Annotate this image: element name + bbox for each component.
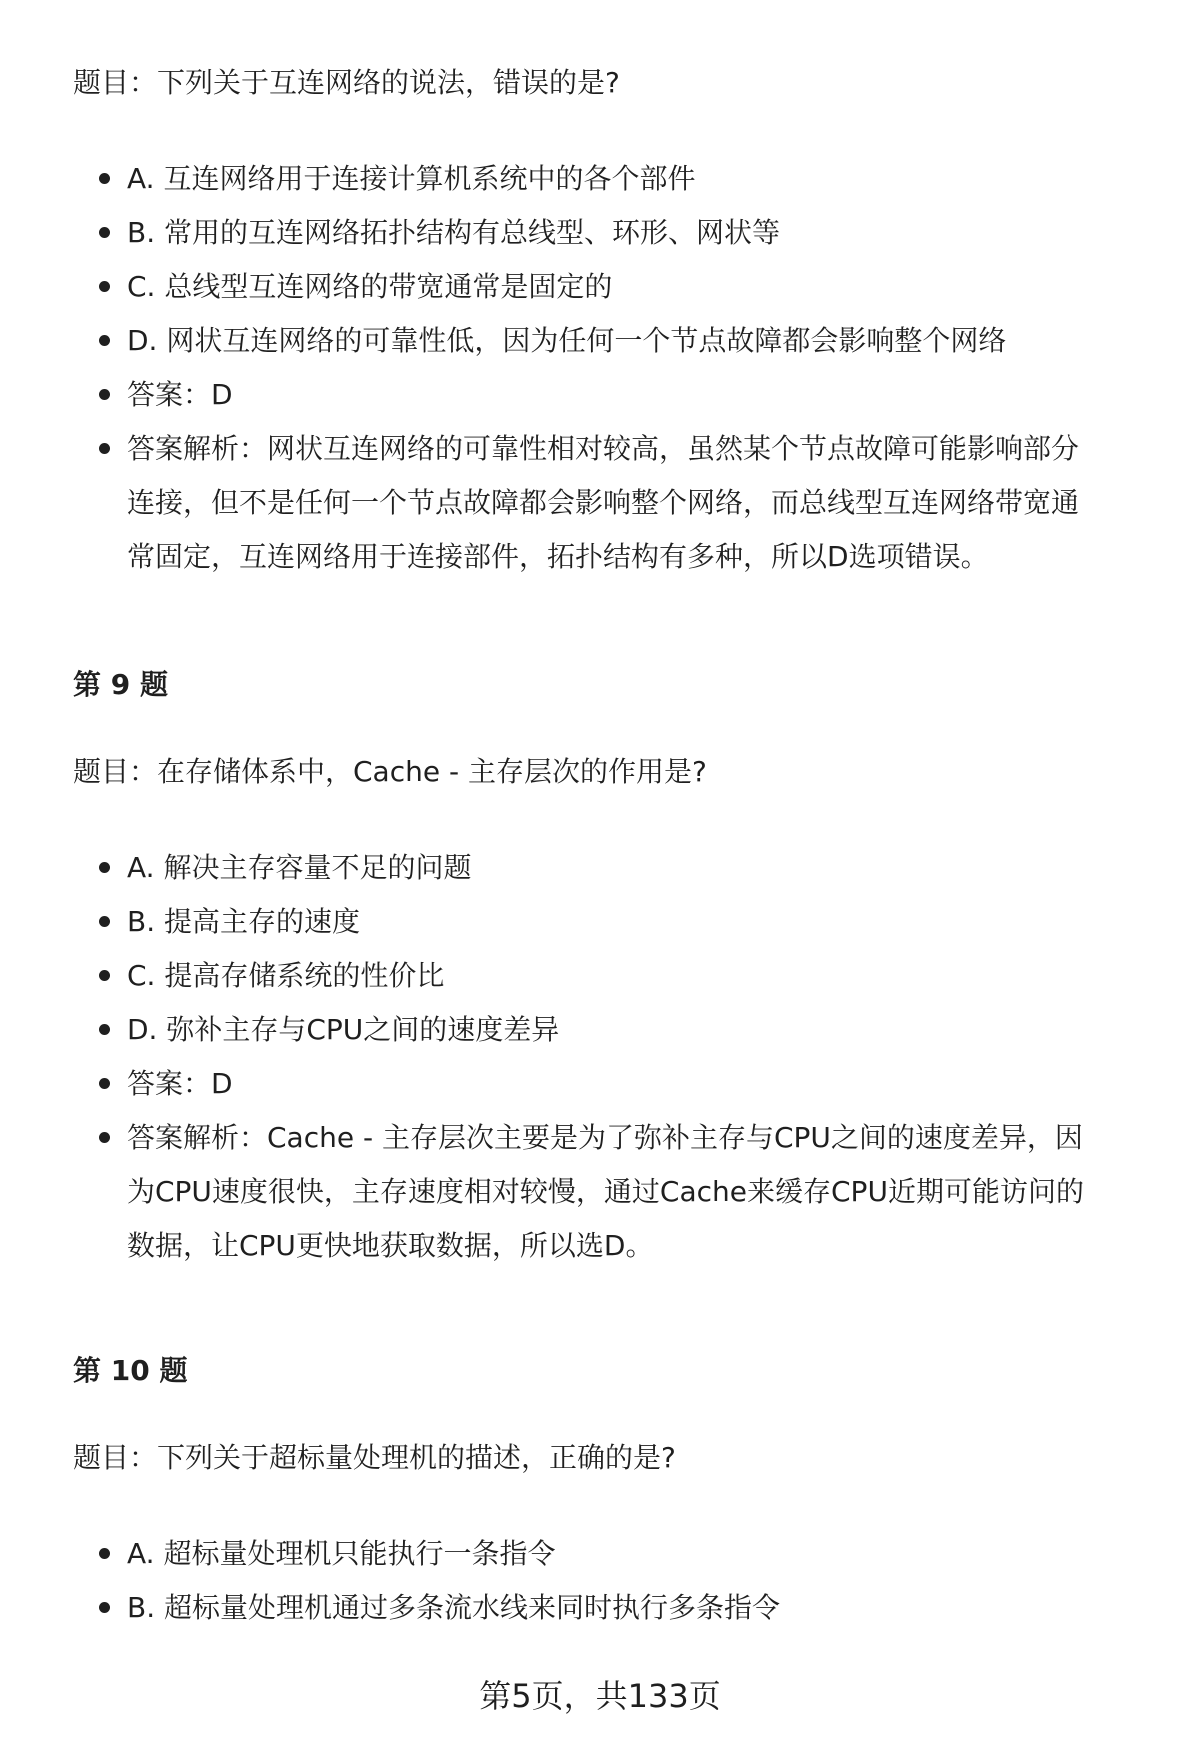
bullet-icon — [99, 1024, 110, 1035]
analysis-line: 数据，让CPU更快地获取数据，所以选D。 — [127, 1229, 654, 1262]
question-stem: 题目：下列关于互连网络的说法，错误的是? — [73, 66, 620, 99]
bullet-icon — [99, 1602, 110, 1613]
question-stem: 题目：下列关于超标量处理机的描述，正确的是? — [73, 1441, 676, 1474]
bullet-icon — [99, 227, 110, 238]
answer: 答案：D — [127, 378, 233, 411]
bullet-icon — [99, 970, 110, 981]
option-d: D. 弥补主存与CPU之间的速度差异 — [127, 1013, 560, 1046]
bullet-icon — [99, 389, 110, 400]
option-c: C. 总线型互连网络的带宽通常是固定的 — [127, 270, 613, 303]
option-a: A. 解决主存容量不足的问题 — [127, 851, 472, 884]
bullet-icon — [99, 916, 110, 927]
bullet-icon — [99, 862, 110, 873]
question-heading: 第 9 题 — [73, 668, 168, 701]
analysis-line: 为CPU速度很快，主存速度相对较慢，通过Cache来缓存CPU近期可能访问的 — [127, 1175, 1084, 1208]
analysis-line: 常固定，互连网络用于连接部件，拓扑结构有多种，所以D选项错误。 — [127, 540, 989, 573]
option-b: B. 常用的互连网络拓扑结构有总线型、环形、网状等 — [127, 216, 781, 249]
answer: 答案：D — [127, 1067, 233, 1100]
bullet-icon — [99, 173, 110, 184]
analysis-line: 答案解析：Cache - 主存层次主要是为了弥补主存与CPU之间的速度差异，因 — [127, 1121, 1083, 1154]
option-d: D. 网状互连网络的可靠性低，因为任何一个节点故障都会影响整个网络 — [127, 324, 1007, 357]
option-b: B. 提高主存的速度 — [127, 905, 361, 938]
bullet-icon — [99, 281, 110, 292]
option-b: B. 超标量处理机通过多条流水线来同时执行多条指令 — [127, 1591, 781, 1624]
option-a: A. 互连网络用于连接计算机系统中的各个部件 — [127, 162, 696, 195]
question-heading: 第 10 题 — [73, 1354, 188, 1387]
question-stem: 题目：在存储体系中，Cache - 主存层次的作用是? — [73, 755, 707, 788]
analysis-line: 连接，但不是任何一个节点故障都会影响整个网络，而总线型互连网络带宽通 — [127, 486, 1080, 519]
analysis-line: 答案解析：网状互连网络的可靠性相对较高，虽然某个节点故障可能影响部分 — [127, 432, 1080, 465]
page-number: 第5页，共133页 — [479, 1677, 721, 1715]
bullet-icon — [99, 1132, 110, 1143]
bullet-icon — [99, 1078, 110, 1089]
option-c: C. 提高存储系统的性价比 — [127, 959, 445, 992]
bullet-icon — [99, 1548, 110, 1559]
option-a: A. 超标量处理机只能执行一条指令 — [127, 1537, 556, 1570]
bullet-icon — [99, 335, 110, 346]
bullet-icon — [99, 443, 110, 454]
